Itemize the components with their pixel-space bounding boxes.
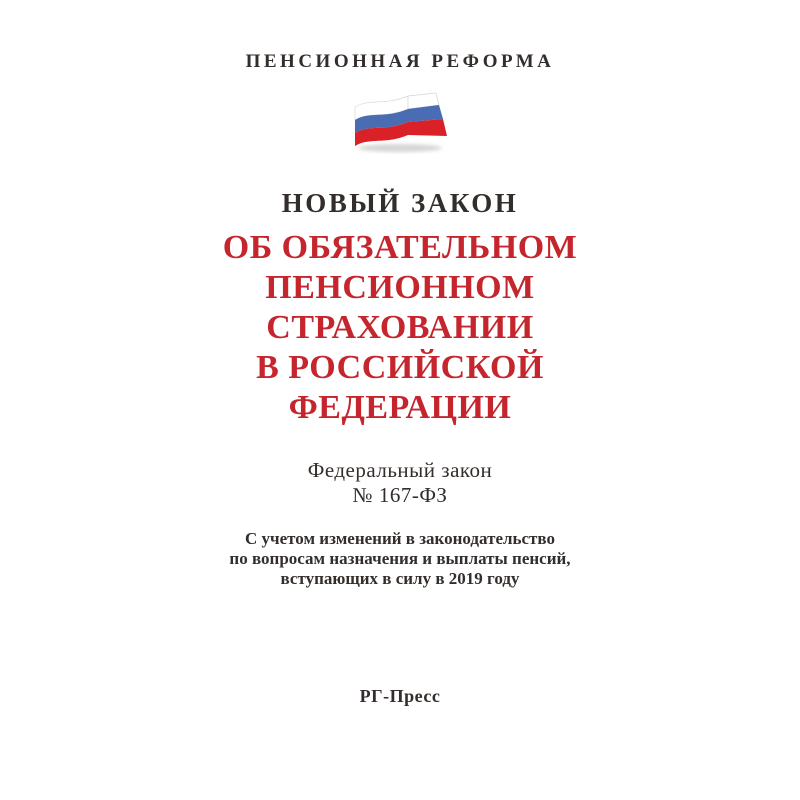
new-law-heading: НОВЫЙ ЗАКОН xyxy=(281,188,519,218)
flag-fold-red xyxy=(408,119,447,136)
edition-note-line-3: вступающих в силу в 2019 году xyxy=(280,569,520,588)
law-number: № 167-ФЗ xyxy=(352,483,448,507)
book-title-line-4: В РОССИЙСКОЙ xyxy=(256,349,544,386)
series-title: ПЕНСИОННАЯ РЕФОРМА xyxy=(245,51,555,72)
law-type: Федеральный закон xyxy=(307,458,493,482)
book-title-line-3: СТРАХОВАНИИ xyxy=(266,309,534,346)
book-title-line-2: ПЕНСИОННОМ xyxy=(265,269,535,306)
flag-shadow xyxy=(358,144,442,152)
publisher-name: РГ-Пресс xyxy=(359,686,441,706)
book-title-line-1: ОБ ОБЯЗАТЕЛЬНОМ xyxy=(222,229,578,266)
russia-flag-icon xyxy=(350,90,454,154)
law-reference xyxy=(0,458,800,508)
edition-note-line-1: С учетом изменений в законодательство xyxy=(245,529,555,548)
edition-note xyxy=(0,529,800,589)
book-title xyxy=(0,228,800,428)
russia-flag-graphic xyxy=(350,90,454,154)
book-title-line-5: ФЕДЕРАЦИИ xyxy=(288,389,512,426)
edition-note-line-2: по вопросам назначения и выплаты пенсий, xyxy=(229,549,571,568)
